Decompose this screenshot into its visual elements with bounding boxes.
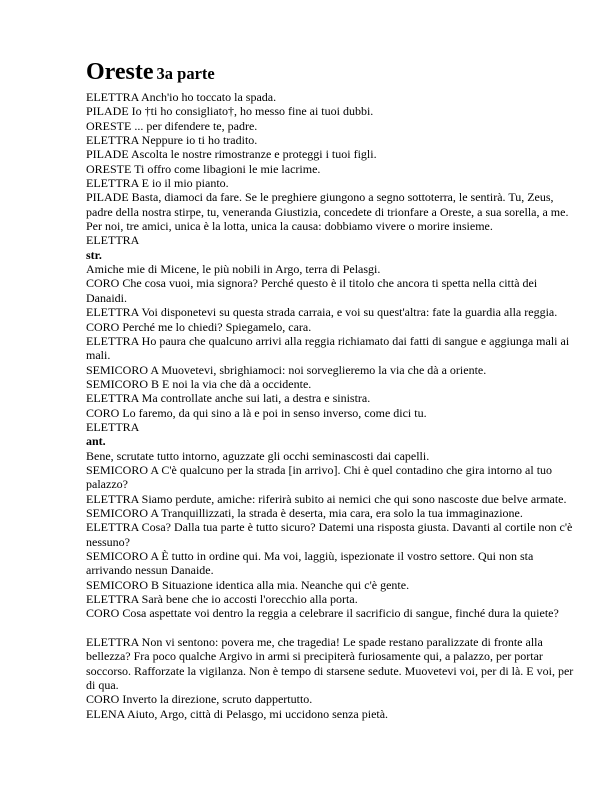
dialogue-line: PILADE Io †ti ho consigliato†, ho messo fine ai tuoi dubbi. xyxy=(86,104,374,119)
dialogue-line: CORO Che cosa vuoi, mia signora? Perché questo è il titolo che ancora ti spetta nella città dei Danaidi. xyxy=(86,276,538,305)
dialogue-line: PILADE Ascolta le nostre rimostranze e proteggi i tuoi figli. xyxy=(86,147,377,162)
dialogue-line: SEMICORO A È tutto in ordine qui. Ma voi, laggiù, ispezionate il vostro settore. Qui non sta arrivando nessun Danaide. xyxy=(86,549,534,578)
title-main: Oreste xyxy=(86,59,154,85)
dialogue-line: ELETTRA Cosa? Dalla tua parte è tutto sicuro? Datemi una risposta giusta. Davanti al cortile non c'è nessuno? xyxy=(86,520,573,549)
document-page xyxy=(86,58,578,721)
dialogue-line: ELETTRA E io il mio pianto. xyxy=(86,176,229,191)
dialogue-text xyxy=(86,90,578,721)
dialogue-line: CORO Lo faremo, da qui sino a là e poi in senso inverso, come dici tu. xyxy=(86,405,427,420)
dialogue-line: ELETTRA xyxy=(86,233,140,248)
dialogue-line: SEMICORO B E noi la via che dà a occidente. xyxy=(86,376,312,391)
dialogue-line: ORESTE Ti offro come libagioni le mie lacrime. xyxy=(86,161,321,176)
dialogue-line: ELETTRA Ma controllate anche sui lati, a destra e sinistra. xyxy=(86,391,371,406)
section-marker: str. xyxy=(86,247,102,262)
dialogue-line: ELETTRA Sarà bene che io accosti l'orecchio alla porta. xyxy=(86,592,358,607)
dialogue-line: SEMICORO B Situazione identica alla mia. Neanche qui c'è gente. xyxy=(86,577,410,592)
dialogue-line: ELENA Aiuto, Argo, città di Pelasgo, mi uccidono senza pietà. xyxy=(86,706,389,721)
dialogue-line: ELETTRA xyxy=(86,419,140,434)
dialogue-line: Bene, scrutate tutto intorno, aguzzate gli occhi seminascosti dai capelli. xyxy=(86,448,430,463)
dialogue-line: ELETTRA Voi disponetevi su questa strada carraia, e voi su quest'altra: fate la guardia alla reggia. xyxy=(86,305,558,320)
dialogue-line: SEMICORO A Muovetevi, sbrighiamoci: noi sorveglieremo la via che dà a oriente. xyxy=(86,362,487,377)
dialogue-line: SEMICORO A C'è qualcuno per la strada [in arrivo]. Chi è quel contadino che gira intorno al tuo palazzo? xyxy=(86,462,553,492)
dialogue-line: ELETTRA Non vi sentono: povera me, che tragedia! Le spade restano paralizzate di fronte alla bellezza? Fra poco qualche Argivo in armi si precipiterà furiosamente qui, a palazzo, per portar soccorso. Rafforzate la vigilanza. Non è tempo di starsene sedute. Muovetevi voi, per di là. E voi, per di qua. xyxy=(86,635,574,693)
dialogue-line: ELETTRA Anch'io ho toccato la spada. xyxy=(86,90,277,104)
document-title xyxy=(86,58,578,89)
dialogue-line: ELETTRA Siamo perdute, amiche: riferirà subito ai nemici che qui sono nascoste due belve armate. xyxy=(86,491,567,506)
dialogue-line: ELETTRA Ho paura che qualcuno arrivi alla reggia richiamato dai fatti di sangue e aggiunga mali ai mali. xyxy=(86,333,570,363)
title-subtitle: 3a parte xyxy=(156,64,215,83)
dialogue-line: ELETTRA Neppure io ti ho tradito. xyxy=(86,133,258,148)
dialogue-line: Amiche mie di Micene, le più nobili in Argo, terra di Pelasgi. xyxy=(86,262,381,277)
dialogue-line: CORO Cosa aspettate voi dentro la reggia a celebrare il sacrificio di sangue, finché dura la quiete? xyxy=(86,606,559,621)
dialogue-line: SEMICORO A Tranquillizzati, la strada è deserta, mia cara, era solo la tua immaginazione. xyxy=(86,505,523,520)
section-marker: ant. xyxy=(86,434,106,449)
dialogue-line: CORO Perché me lo chiedi? Spiegamelo, cara. xyxy=(86,319,312,334)
dialogue-line: PILADE Basta, diamoci da fare. Se le preghiere giungono a segno sottoterra, le sentirà. Tu, Zeus, padre della nostra stirpe, tu, veneranda Giustizia, concedete di trionfare a Oreste, a sua sorella, a me. Per noi, tre amici, unica è la lotta, unica la causa: dobbiamo vivere o morire insieme. xyxy=(86,190,569,234)
blank-line xyxy=(86,621,578,635)
dialogue-line: CORO Inverto la direzione, scruto dappertutto. xyxy=(86,692,313,707)
dialogue-line: ORESTE ... per difendere te, padre. xyxy=(86,118,258,133)
